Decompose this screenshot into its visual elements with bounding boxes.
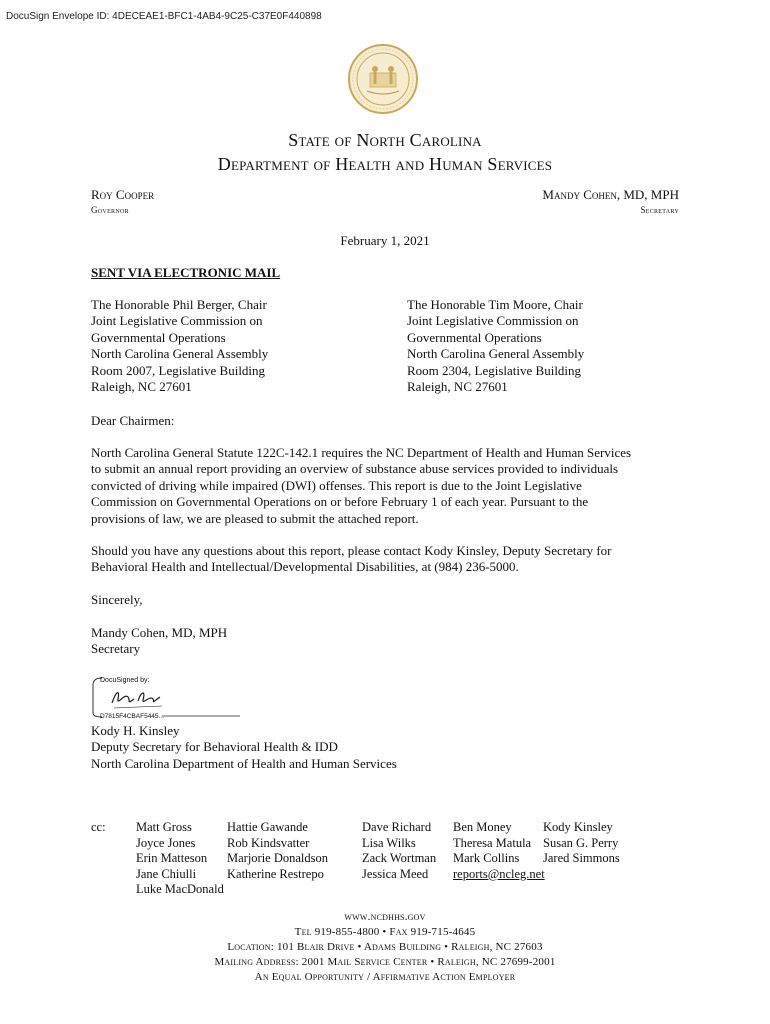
sent-via-notice: SENT VIA ELECTRONIC MAIL [91, 265, 281, 280]
paragraph-line: Should you have any questions about this report, please contact Kody Kinsley, Deputy Secretary for [91, 543, 612, 558]
footer-website: www.ncdhhs.gov [344, 911, 426, 923]
address-line: Room 2304, Legislative Building [407, 362, 582, 378]
governor-title: Governor [91, 205, 129, 215]
docusign-code: D7815F4CBAF5445... [100, 713, 164, 719]
signer-deputy [91, 723, 676, 772]
recipient-moore [407, 297, 584, 395]
paragraph-line: Behavioral Health and Intellectual/Developmental Disabilities, at (984) 236-5000. [91, 559, 519, 575]
docusign-label: DocuSigned by: [100, 677, 150, 684]
cc-column-5 [543, 820, 620, 867]
secretary-name: Mandy Cohen, MD, MPH [542, 187, 679, 202]
address-line: North Carolina General Assembly [91, 346, 269, 362]
governor-name: Roy Cooper [91, 187, 155, 202]
cc-name: Jane Chiulli [136, 866, 197, 881]
cc-name: Mark Collins [453, 851, 520, 866]
cc-name: Hattie Gawande [227, 820, 308, 834]
signer-org: North Carolina Department of Health and Human Services [91, 755, 397, 771]
cc-name: Kody Kinsley [543, 820, 613, 834]
cc-label: cc: [91, 820, 106, 834]
signer-secretary [91, 625, 676, 658]
cc-email-link[interactable]: reports@ncleg.net [453, 866, 545, 881]
cc-name: Dave Richard [362, 820, 432, 834]
letter-date: February 1, 2021 [340, 233, 430, 248]
address-line: North Carolina General Assembly [407, 346, 585, 362]
signer-name: Mandy Cohen, MD, MPH [91, 625, 228, 640]
cc-name: Theresa Matula [453, 835, 532, 850]
cc-name: Joyce Jones [136, 835, 196, 850]
footer-location: Location: 101 Blair Drive • Adams Building • Raleigh, NC 27603 [227, 941, 543, 953]
cc-name: Marjorie Donaldson [227, 851, 329, 866]
address-line: The Honorable Tim Moore, Chair [407, 297, 583, 312]
state-name: State of North Carolina [288, 130, 482, 150]
salutation: Dear Chairmen: [91, 413, 175, 428]
cc-name: Matt Gross [136, 820, 192, 834]
body-paragraph-2 [91, 543, 676, 576]
state-seal-icon [347, 43, 419, 115]
cc-column-4 [453, 820, 545, 882]
cc-name: Erin Matteson [136, 851, 208, 866]
address-line: Joint Legislative Commission on [91, 313, 263, 329]
department-name: Department of Health and Human Services [217, 154, 553, 174]
cc-name: Lisa Wilks [362, 835, 416, 850]
footer-mailing: Mailing Address: 2001 Mail Service Center • Raleigh, NC 27699-2001 [214, 956, 556, 968]
cc-name: Luke MacDonald [136, 882, 224, 897]
paragraph-line: convicted of driving while impaired (DWI) offenses. This report is due to the Joint Legislative [91, 477, 582, 493]
paragraph-line: Commission on Governmental Operations on or before February 1 of each year. Pursuant to the [91, 494, 589, 510]
cc-name: Zack Wortman [362, 851, 437, 866]
address-line: Room 2007, Legislative Building [91, 362, 266, 378]
signer-title: Deputy Secretary for Behavioral Health & IDD [91, 739, 338, 755]
cc-name: Jared Simmons [543, 851, 620, 866]
address-line: Governmental Operations [91, 329, 226, 345]
cc-column-3 [362, 820, 436, 882]
footer-phone: Tel 919-855-4800 • Fax 919-715-4645 [294, 926, 476, 938]
cc-name: Ben Money [453, 820, 512, 834]
cc-column-2 [227, 820, 328, 882]
paragraph-line: to submit an annual report providing an overview of substance abuse services provided to individuals [91, 461, 619, 477]
signer-name: Kody H. Kinsley [91, 723, 180, 738]
cc-name: Rob Kindsvatter [227, 835, 310, 850]
address-line: Governmental Operations [407, 329, 542, 345]
docusign-signature [90, 675, 240, 719]
address-line: Raleigh, NC 27601 [91, 379, 192, 395]
closing: Sincerely, [91, 592, 143, 607]
cc-name: Jessica Meed [362, 866, 429, 881]
address-line: The Honorable Phil Berger, Chair [91, 297, 267, 312]
address-line: Raleigh, NC 27601 [407, 379, 508, 395]
docusign-envelope-id: DocuSign Envelope ID: 4DECEAE1-BFC1-4AB4-9C25-C37E0F440898 [6, 11, 322, 22]
recipient-berger [91, 297, 268, 395]
cc-name: Katherine Restrepo [227, 866, 324, 881]
address-line: Joint Legislative Commission on [407, 313, 579, 329]
cc-name: Susan G. Perry [543, 835, 619, 850]
signer-title: Secretary [91, 641, 141, 657]
footer-eoe: An Equal Opportunity / Affirmative Action Employer [254, 971, 516, 983]
paragraph-line: provisions of law, we are pleased to submit the attached report. [91, 510, 419, 526]
secretary-title: Secretary [640, 205, 679, 215]
cc-column-1 [136, 820, 224, 898]
paragraph-line: North Carolina General Statute 122C-142.1 requires the NC Department of Health and Human Services [91, 445, 632, 460]
body-paragraph-1 [91, 445, 676, 527]
